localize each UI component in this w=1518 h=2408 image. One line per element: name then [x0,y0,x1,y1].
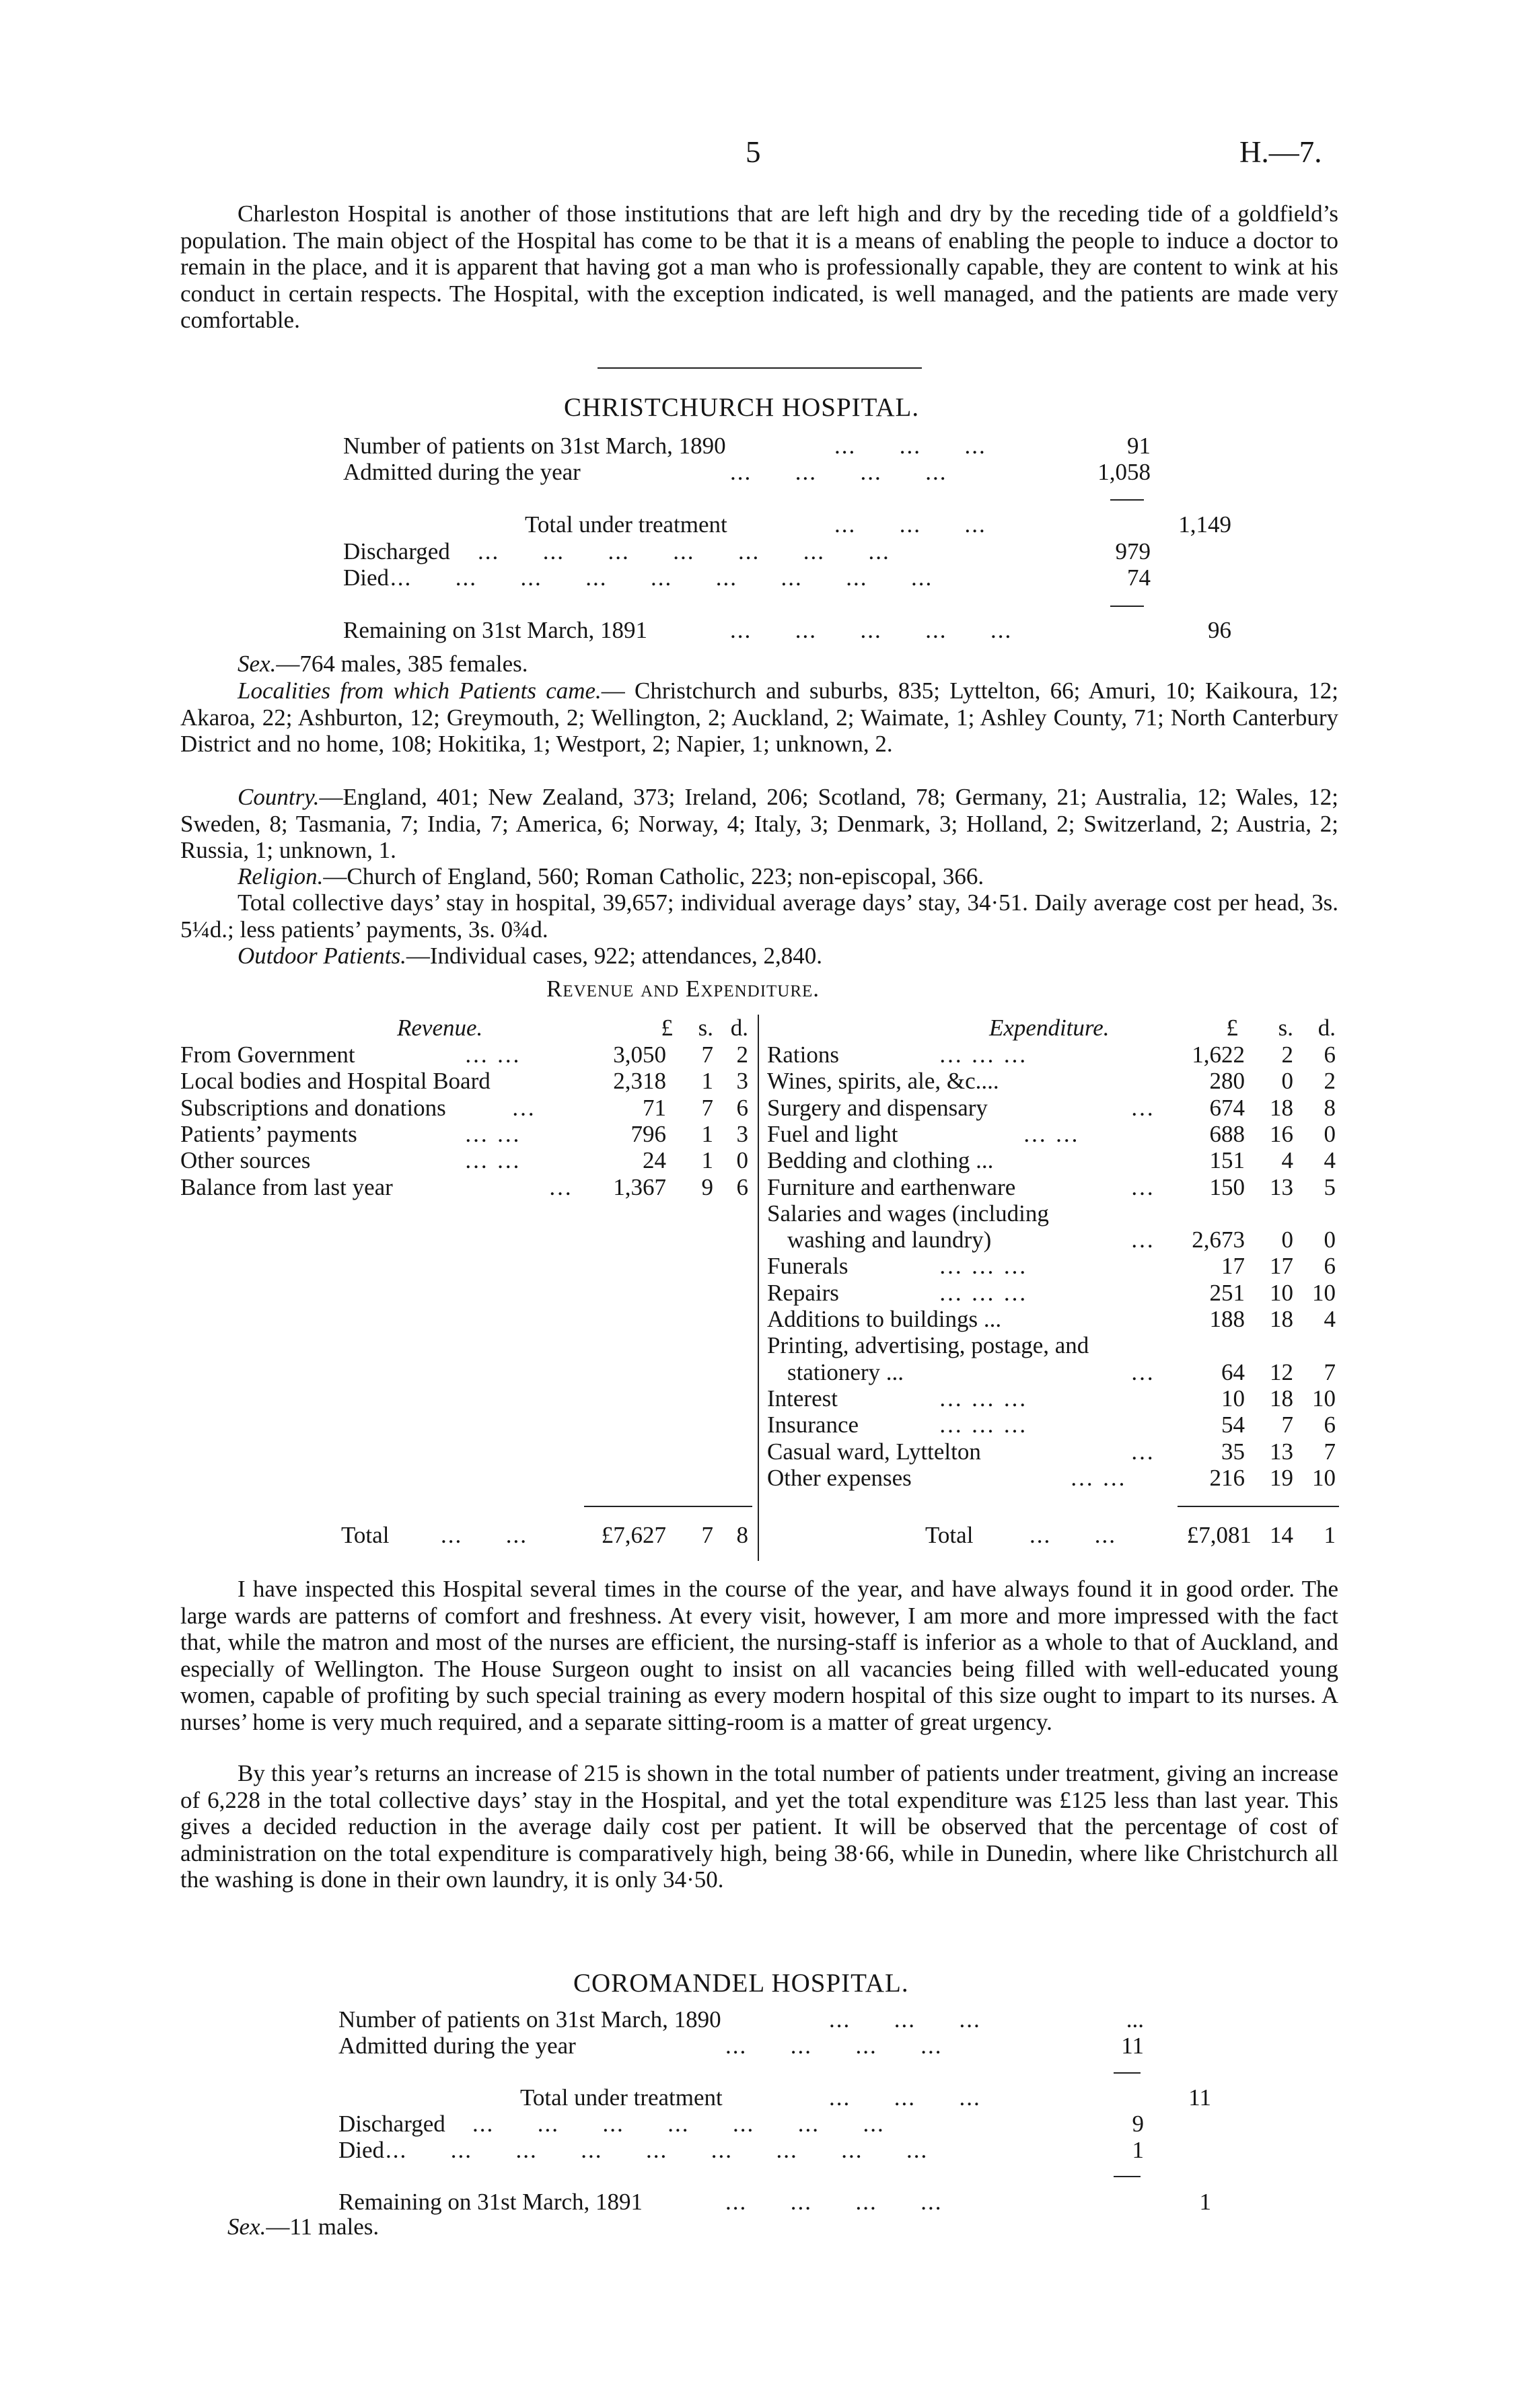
expenditure-row-shillings: 4 [1281,1147,1293,1174]
expenditure-row-shillings: 7 [1281,1412,1293,1438]
leader-dots: ... ... ... [829,2006,981,2033]
expenditure-row-pence: 4 [1324,1147,1336,1174]
leader-dots: … … [1023,1120,1080,1147]
coromandel-title: COROMANDEL HOSPITAL. [573,1969,909,1998]
stat-value: 11 [1121,2033,1144,2059]
revenue-row-pence: 6 [736,1173,748,1200]
leader-dots: … … … [939,1385,1028,1412]
revenue-total-pounds: £7,627 [601,1522,666,1548]
leader-dots: … [1130,1227,1155,1253]
stat-label: Total under treatment [525,511,727,538]
leader-dots: … … … [939,1042,1028,1068]
revenue-heading: Revenue. [397,1015,483,1041]
section-divider [598,367,922,369]
stat-label: Admitted during the year [343,459,581,485]
leader-dots: … … [464,1147,521,1174]
sex-text: —11 males. [266,2214,380,2240]
leader-dots: … … [1070,1464,1127,1491]
leader-dots: ... ... ... ... ... ... ... [472,2111,885,2137]
revenue-row-pence: 3 [736,1068,748,1095]
revenue-expenditure-title: Revenue and Expenditure. [546,976,820,1002]
page-number: 5 [746,135,761,169]
revenue-row-pence: 0 [736,1147,748,1174]
stat-label: Number of patients on 31st March, 1890 [338,2006,721,2033]
revenue-row-shillings: 9 [701,1173,713,1200]
revenue-row-shillings: 1 [701,1068,713,1095]
expenditure-row-shillings: 12 [1270,1358,1293,1385]
leader-dots: … [1130,1094,1155,1121]
expenditure-row-pounds: 17 [1221,1253,1245,1280]
expenditure-row-label: Other expenses [767,1464,912,1491]
revenue-row-label: From Government [180,1042,355,1068]
document-reference: H.—7. [1239,135,1322,169]
coromandel-sex-line [227,2214,379,2240]
revenue-row-pence: 6 [736,1094,748,1121]
expenditure-total-label: Total [925,1522,974,1548]
revenue-row-label: Balance from last year [180,1173,393,1200]
expenditure-row-shillings: 2 [1281,1042,1293,1068]
expenditure-row-label-continued: washing and laundry) [787,1227,992,1253]
expenditure-total-shillings: 14 [1270,1522,1293,1548]
expenditure-row-pounds: 151 [1209,1147,1245,1174]
stat-label: Remaining on 31st March, 1891 [343,617,648,643]
leader-dots: ... ... ... ... [725,2033,943,2059]
religion-line [180,863,1338,890]
localities-text: — Christchurch and suburbs, 835; Lyttelton, 66; Amuri, 10; Kaikoura, 12; Akaroa, 22; Ashburton, 12; Greymouth, 2; Wellington, 2; Auckland, 2; Waimate, 1; Ashley County, 71; North Canterbury District and no home, 108; Hokitika, 1; Westport, 2; Napier, 1; unknown, 2. [180,678,1338,757]
revenue-row-label: Patients’ payments [180,1120,357,1147]
revenue-row-pounds: 2,318 [613,1068,666,1095]
expenditure-row-label: Fuel and light [767,1120,898,1147]
expenditure-row-label: Surgery and dispensary [767,1094,988,1121]
expenditure-total-pounds: £7,081 [1186,1522,1252,1548]
expenditure-row-shillings: 13 [1270,1438,1293,1465]
expenditure-row-pence: 7 [1324,1358,1336,1385]
expenditure-row-pence: 10 [1312,1385,1336,1412]
christchurch-title: CHRISTCHURCH HOSPITAL. [564,393,920,422]
expenditure-row-pounds: 2,673 [1192,1227,1245,1253]
expenditure-row-pence: 10 [1312,1279,1336,1306]
expenditure-row-label: Insurance [767,1412,859,1438]
expenditure-row-pence: 6 [1324,1253,1336,1280]
expenditure-row-label: Salaries and wages (including [767,1200,1049,1227]
stat-value: 1,058 [1097,459,1151,485]
expenditure-row-shillings: 16 [1270,1120,1293,1147]
sex-line [180,651,1338,678]
stat-value: 9 [1132,2111,1144,2137]
leader-dots: ... ... ... ... ... ... ... ... ... [390,564,933,591]
expenditure-row-pounds: 188 [1209,1306,1245,1332]
leader-dots: ... ... ... ... ... ... ... ... ... [386,2137,929,2163]
expenditure-row-pounds: 35 [1221,1438,1245,1465]
revenue-row-pence: 2 [736,1042,748,1068]
expenditure-row-label: Funerals [767,1253,848,1280]
expenditure-row-pence: 6 [1324,1042,1336,1068]
expenditure-row-shillings: 18 [1270,1094,1293,1121]
expenditure-row-label: Bedding and clothing ... [767,1147,994,1174]
expenditure-row-pounds: 216 [1209,1464,1245,1491]
expenditure-row-shillings: 17 [1270,1253,1293,1280]
leader-dots: … … … [939,1279,1028,1306]
table-divider [758,1015,759,1561]
leader-dots: … [511,1094,536,1121]
revenue-row-shillings: 7 [701,1094,713,1121]
leader-dots: … … … [939,1412,1028,1438]
leader-dots: ... ... [441,1522,528,1548]
outdoor-line [180,943,1338,970]
expenditure-row-shillings: 18 [1270,1306,1293,1332]
country-text: —England, 401; New Zealand, 373; Ireland, 206; Scotland, 78; Germany, 21; Australia, 12; Wales, 12; Sweden, 8; Tasmania, 7; India, 7; America, 6; Norway, 4; Italy, 3; Denmark, 3; Holland, 2; Switzerland, 2; Austria, 2; Russia, 1; unknown, 1. [180,784,1338,863]
expenditure-row-label: Additions to buildings ... [767,1306,1002,1332]
leader-dots: … … … [939,1253,1028,1280]
leader-dots: ... ... ... ... [730,459,947,485]
expenditure-row-pounds: 280 [1209,1068,1245,1095]
leader-dots: ... ... [1029,1522,1116,1548]
revenue-row-label: Local bodies and Hospital Board [180,1068,491,1095]
expenditure-row-pence: 7 [1324,1438,1336,1465]
expenditure-row-pounds: 1,622 [1192,1042,1245,1068]
revenue-total-pence: 8 [736,1522,748,1548]
col-shillings: s. [1278,1015,1293,1041]
expenditure-row-pounds: 10 [1221,1385,1245,1412]
col-pence: d. [1317,1015,1336,1041]
expenditure-row-pounds: 64 [1221,1358,1245,1385]
stat-total: 1 [1199,2189,1211,2215]
expenditure-heading: Expenditure. [989,1015,1110,1041]
total-rule [1178,1506,1339,1507]
sex-label: Sex. [227,2214,266,2240]
revenue-row-pounds: 3,050 [613,1042,666,1068]
expenditure-row-shillings: 0 [1281,1068,1293,1095]
expenditure-row-pence: 0 [1324,1120,1336,1147]
outdoor-text: —Individual cases, 922; attendances, 2,840. [406,943,823,969]
stat-label: Died [343,564,390,591]
religion-text: —Church of England, 560; Roman Catholic, 223; non-episcopal, 366. [323,863,984,889]
revenue-row-pounds: 71 [643,1094,666,1121]
leader-dots: … [1130,1358,1155,1385]
revenue-row-shillings: 7 [701,1042,713,1068]
col-pounds: £ [1226,1015,1238,1041]
sex-label: Sex. [238,651,277,677]
expenditure-row-label: Rations [767,1042,839,1068]
total-rule [584,1506,752,1507]
expenditure-row-pence: 2 [1324,1068,1336,1095]
revenue-row-pounds: 1,367 [613,1173,666,1200]
sum-rule [1114,2176,1141,2177]
col-pounds: £ [661,1015,673,1041]
expenditure-row-pounds: 54 [1221,1412,1245,1438]
report-paragraph-2: By this year’s returns an increase of 215 is shown in the total number of patients under treatment, giving an increase of 6,228 in the total collective days’ stay in the Hospital, and yet the total expenditure was £125 less than last year. This gives a decided reduction in the average daily cost per patient. It will be observed that the percentage of cost of administration on the total expenditure is comparatively high, being 38·66, while in Dunedin, where like Christchurch all the washing is done in their own laundry, it is only 34·50. [180,1760,1338,1893]
stat-value: 1 [1132,2137,1144,2163]
revenue-row-pence: 3 [736,1120,748,1147]
expenditure-row-pence: 5 [1324,1173,1336,1200]
sum-rule [1110,606,1144,607]
sum-rule [1110,499,1144,501]
expenditure-row-pounds: 150 [1209,1173,1245,1200]
country-paragraph [180,784,1338,864]
stat-value: 91 [1127,433,1151,459]
expenditure-row-pounds: 674 [1209,1094,1245,1121]
expenditure-row-label: Furniture and earthenware [767,1173,1016,1200]
expenditure-row-shillings: 13 [1270,1173,1293,1200]
revenue-row-label: Other sources [180,1147,311,1174]
expenditure-row-label: Repairs [767,1279,839,1306]
expenditure-row-label: Wines, spirits, ale, &c.... [767,1068,999,1095]
leader-dots: ... ... ... ... ... [730,617,1013,643]
expenditure-row-shillings: 19 [1270,1464,1293,1491]
expenditure-row-pounds: 251 [1209,1279,1245,1306]
expenditure-row-shillings: 0 [1281,1227,1293,1253]
sex-text: —764 males, 385 females. [276,651,528,677]
expenditure-row-pence: 6 [1324,1412,1336,1438]
col-pence: d. [730,1015,748,1041]
leader-dots: … [1130,1438,1155,1465]
report-paragraph-1: I have inspected this Hospital several times in the course of the year, and have always found it in good order. The large wards are patterns of comfort and freshness. At every visit, however, I am more and more impressed with the fact that, while the matron and most of the nurses are efficient, the nursing-staff is inferior as a whole to that of Auckland, and especially of Wellington. The House Surgeon ought to insist on all vacancies being filled with well-educated young women, capable of profiting by such special training as every modern hospital of this size ought to impart to its nurses. A nurses’ home is very much required, and a separate sitting-room is a matter of great urgency. [180,1576,1338,1735]
localities-paragraph [180,678,1338,758]
revenue-row-shillings: 1 [701,1120,713,1147]
leader-dots: ... ... ... ... [725,2189,943,2215]
stat-label: Number of patients on 31st March, 1890 [343,433,726,459]
stat-total: 1,149 [1178,511,1231,538]
expenditure-row-shillings: 10 [1270,1279,1293,1306]
outdoor-label: Outdoor Patients. [238,943,406,969]
stat-value: ... [1126,2006,1144,2033]
revenue-total-label: Total [341,1522,390,1548]
stat-label: Total under treatment [520,2084,723,2111]
leader-dots: … … [464,1120,521,1147]
revenue-total-shillings: 7 [701,1522,713,1548]
expenditure-row-shillings: 18 [1270,1385,1293,1412]
leader-dots: … [548,1173,573,1200]
expenditure-row-label: Casual ward, Lyttelton [767,1438,981,1465]
leader-dots: ... ... ... [834,433,986,459]
revenue-row-label: Subscriptions and donations [180,1094,446,1121]
leader-dots: … [1130,1173,1155,1200]
sum-rule [1114,2072,1141,2074]
leader-dots: ... ... ... ... ... ... ... [478,538,890,564]
expenditure-row-label-continued: stationery ... [787,1358,904,1385]
expenditure-row-pence: 0 [1324,1227,1336,1253]
revenue-row-pounds: 24 [643,1147,666,1174]
intro-paragraph: Charleston Hospital is another of those institutions that are left high and dry by the receding tide of a goldfield’s population. The main object of the Hospital has come to be that it is a means of enabling the people to induce a doctor to remain in the place, and it is apparent that having got a man who is professionally capable, they are content to wink at his conduct in certain respects. The Hospital, with the exception indicated, is well managed, and the patients are made very comfortable. [180,200,1338,333]
localities-label: Localities from which Patients came. [238,678,602,704]
col-shillings: s. [698,1015,713,1041]
expenditure-row-label: Printing, advertising, postage, and [767,1332,1089,1359]
expenditure-row-pence: 4 [1324,1306,1336,1332]
revenue-row-shillings: 1 [701,1147,713,1174]
stat-label: Discharged [338,2111,445,2137]
leader-dots: ... ... ... [829,2084,981,2111]
country-label: Country. [238,784,320,810]
stay-paragraph: Total collective days’ stay in hospital, 39,657; individual average days’ stay, 34·51. Daily average cost per head, 3s. 5¼d.; less patients’ payments, 3s. 0¾d. [180,889,1338,943]
expenditure-row-pounds: 688 [1209,1120,1245,1147]
stat-total: 11 [1188,2084,1211,2111]
stat-label: Remaining on 31st March, 1891 [338,2189,643,2215]
stat-label: Admitted during the year [338,2033,576,2059]
stat-value: 979 [1115,538,1151,564]
expenditure-row-pence: 10 [1312,1464,1336,1491]
leader-dots: … … [464,1042,521,1068]
stat-label: Died [338,2137,385,2163]
leader-dots: ... ... ... [834,511,986,538]
stat-label: Discharged [343,538,450,564]
expenditure-row-label: Interest [767,1385,838,1412]
stat-total: 96 [1208,617,1231,643]
expenditure-row-pence: 8 [1324,1094,1336,1121]
stat-value: 74 [1127,564,1151,591]
religion-label: Religion. [238,863,324,889]
expenditure-total-pence: 1 [1324,1522,1336,1548]
revenue-row-pounds: 796 [630,1120,666,1147]
